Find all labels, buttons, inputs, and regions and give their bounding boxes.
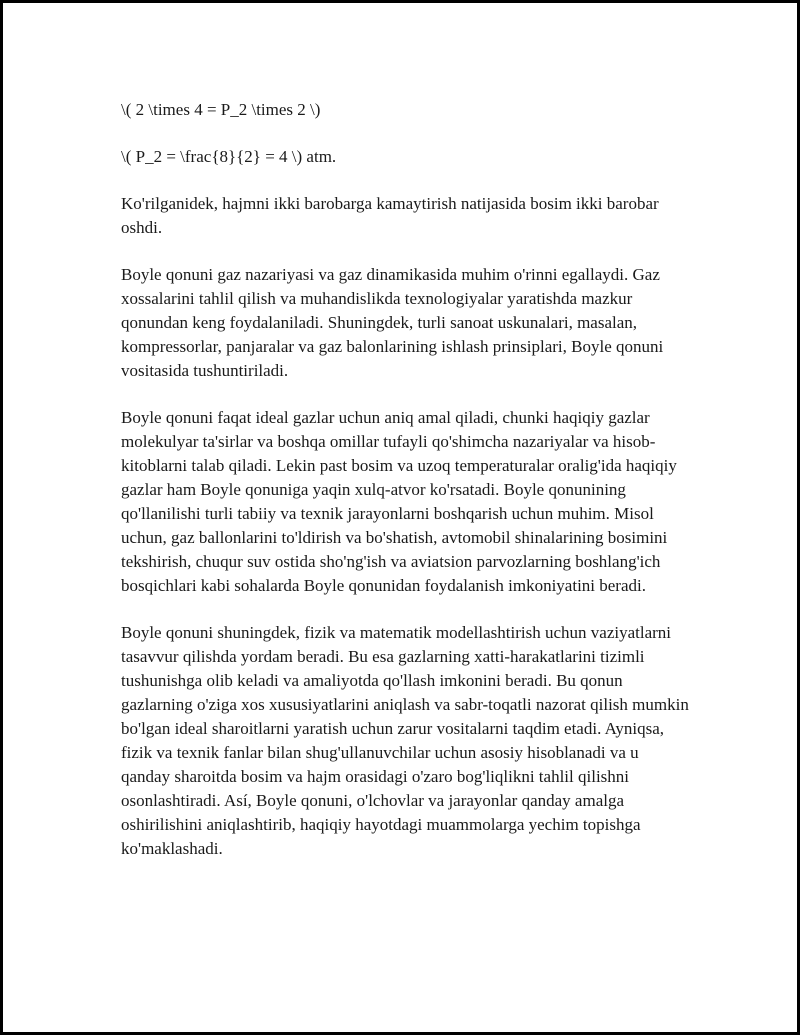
- equation-line-2: \( P_2 = \frac{8}{2} = 4 \) atm.: [121, 147, 337, 166]
- paragraph-ideal-gases: Boyle qonuni faqat ideal gazlar uchun aniq amal qiladi, chunki haqiqiy gazlar molekulyar ta'sirlar va boshqa omillar tufayli qo'shimcha nazariyalar va hisob-kitoblarni talab qiladi. Lekin past bosim va uzoq temperaturalar oralig'ida haqiqiy gazlar ham Boyle qonuniga yaqin xulq-atvor ko'rsatadi. Boyle qonunining qo'llanilishi turli tabiiy va texnik jarayonlarni boshqarish uchun muhim. Misol uchun, gaz ballonlarini to'ldirish va bo'shatish, avtomobil shinalarining bosimini tekshirish, chuqur suv ostida sho'ng'ish va aviatsion parvozlarning boshlang'ich bosqichlari kabi sohalarda Boyle qonunidan foydalanish imkoniyatini beradi.: [121, 408, 677, 595]
- paragraph-gas-theory: Boyle qonuni gaz nazariyasi va gaz dinamikasida muhim o'rinni egallaydi. Gaz xossalarini tahlil qilish va muhandislikda texnologiyalar yaratishda mazkur qonundan keng foydalaniladi. Shuningdek, turli sanoat uskunalari, masalan, kompressorlar, panjaralar va gaz balonlarining ishlash prinsiplari, Boyle qonuni vositasida tushuntiriladi.: [121, 265, 664, 380]
- paragraph-modelling: Boyle qonuni shuningdek, fizik va matematik modellashtirish uchun vaziyatlarni tasavvur qilishda yordam beradi. Bu esa gazlarning xatti-harakatlarini tizimli tushunishga olib keladi va amaliyotda qo'llash imkonini beradi. Bu qonun gazlarning o'ziga xos xususiyatlarini aniqlash va sabr-toqatli nazorat qilish mumkin bo'lgan ideal sharoitlarni yaratish uchun zarur vositalarni taqdim etadi. Ayniqsa, fizik va texnik fanlar bilan shug'ullanuvchilar uchun asosiy hisoblanadi va u qanday sharoitda bosim va hajm orasidagi o'zaro bog'liqlikni tahlil qilishni osonlashtiradi. Así, Boyle qonuni, o'lchovlar va jarayonlar qanday amalga oshirilishini aniqlashtirib, haqiqiy hayotdagi muammolarga yechim topishga ko'maklashadi.: [121, 623, 689, 858]
- equation-line-1: \( 2 \times 4 = P_2 \times 2 \): [121, 100, 321, 119]
- document-body: [121, 98, 691, 884]
- paragraph-result: Ko'rilganidek, hajmni ikki barobarga kamaytirish natijasida bosim ikki barobar oshdi.: [121, 194, 659, 237]
